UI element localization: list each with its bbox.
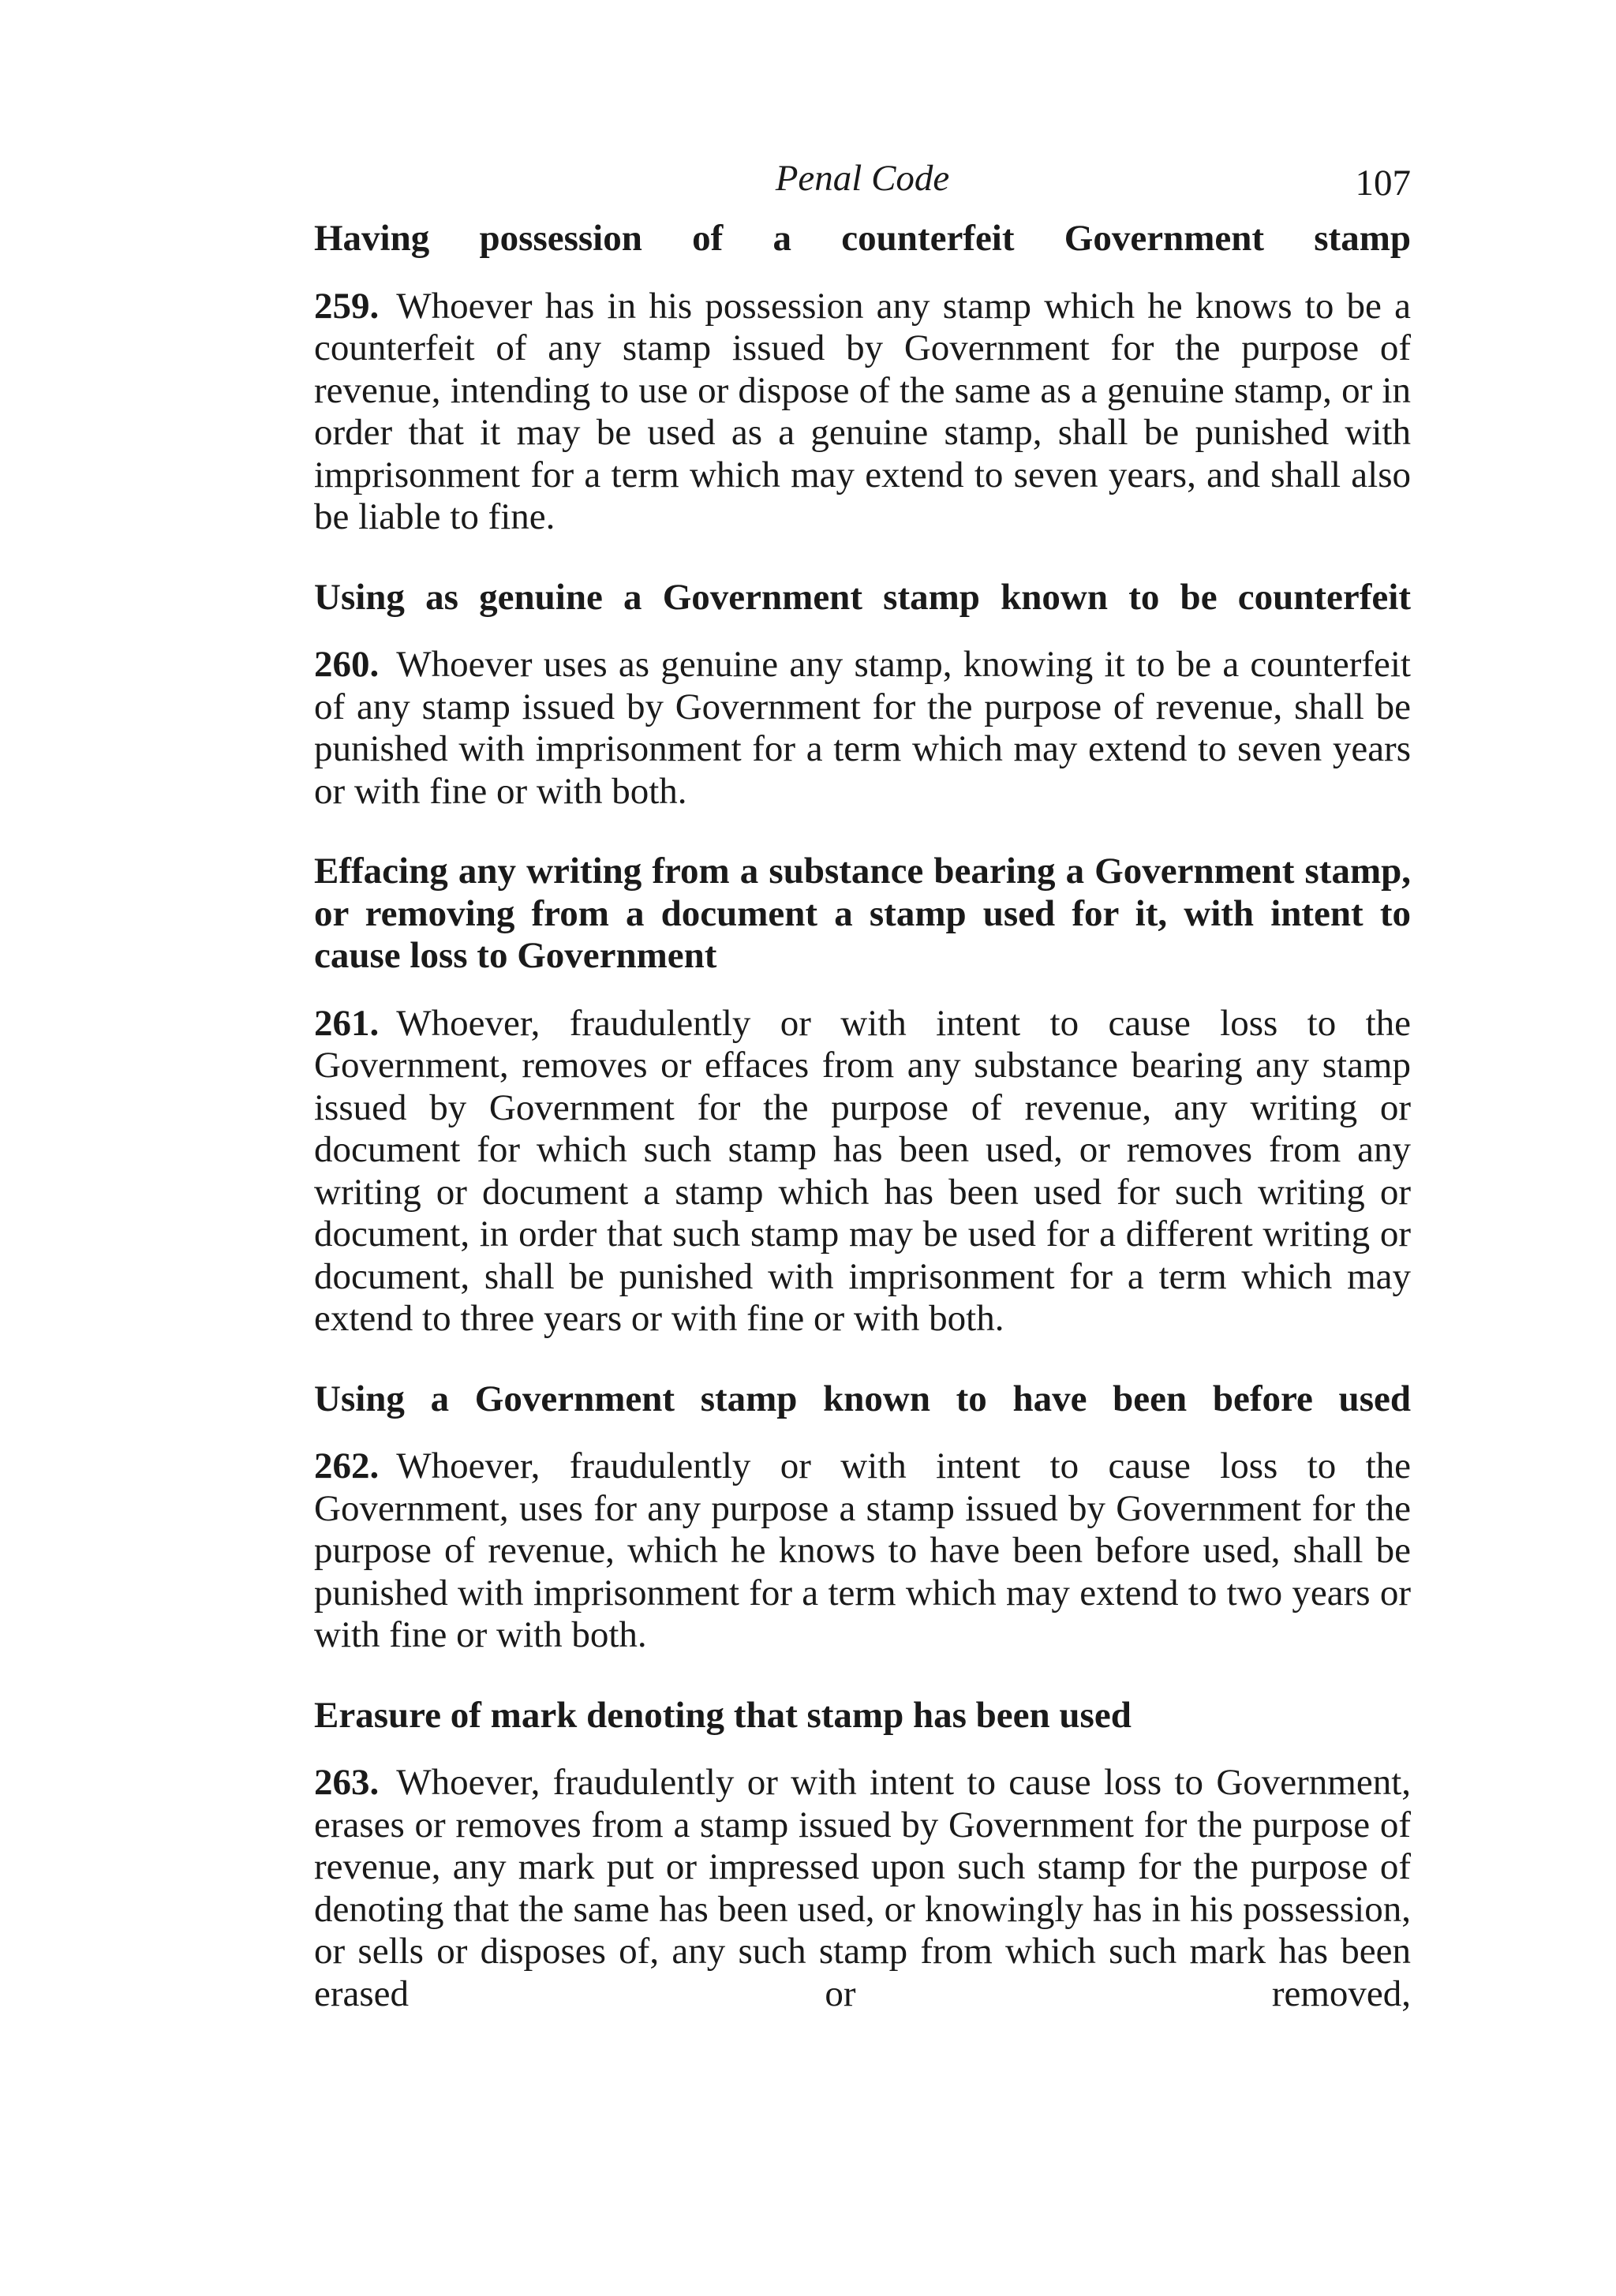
section-259 — [314, 218, 1411, 539]
running-title: Penal Code — [775, 158, 950, 199]
section-body — [314, 644, 1411, 813]
section-number: 263. — [314, 1762, 380, 1803]
section-text: Whoever has in his possession any stamp which he knows to be a counterfeit of any stamp issued by Government for the purpose of revenue, intending to use or dispose of the same as a genuine stamp, or in order that it may be used as a genuine stamp, shall be punished with imprisonment for a term which may extend to seven years, and shall also be liable to fine. — [314, 285, 1411, 537]
document-page — [314, 155, 1411, 2015]
section-text: Whoever, fraudulently or with intent to cause loss to Government, erases or removes from a stamp issued by Government for the purpose of revenue, any mark put or impressed upon such stamp for the purpose of denoting that the same has been used, or knowingly has in his possession, or sells or disposes of, any such stamp from which such mark has been erased or removed, — [314, 1762, 1411, 2014]
section-body — [314, 1003, 1411, 1341]
section-261 — [314, 851, 1411, 1341]
section-number: 259. — [314, 285, 380, 327]
section-number: 262. — [314, 1445, 380, 1486]
section-263 — [314, 1695, 1411, 2016]
section-number: 260. — [314, 644, 380, 685]
section-heading: Having possession of a counterfeit Government stamp — [314, 218, 1411, 259]
section-262 — [314, 1378, 1411, 1657]
section-text: Whoever uses as genuine any stamp, knowing it to be a counterfeit of any stamp issued by Government for the purpose of revenue, shall be punished with imprisonment for a term which may extend to seven years or with fine or with both. — [314, 644, 1411, 812]
section-heading: Erasure of mark denoting that stamp has been used — [314, 1694, 1132, 1736]
section-text: Whoever, fraudulently or with intent to cause loss to the Government, uses for any purpose a stamp issued by Government for the purpose of revenue, which he knows to have been before used, shall be punished with imprisonment for a term which may extend to two years or with fine or with both. — [314, 1445, 1411, 1655]
section-body — [314, 1445, 1411, 1657]
section-heading: Effacing any writing from a substance bearing a Government stamp, or removing from a document a stamp used for it, with intent to cause loss to Government — [314, 851, 1411, 976]
section-body — [314, 286, 1411, 539]
section-body — [314, 1762, 1411, 2015]
running-header — [314, 155, 1411, 218]
section-heading: Using as genuine a Government stamp known to be counterfeit — [314, 576, 1411, 618]
section-number: 261. — [314, 1002, 380, 1044]
section-heading: Using a Government stamp known to have been before used — [314, 1378, 1411, 1419]
page-number: 107 — [1355, 163, 1411, 204]
section-260 — [314, 577, 1411, 813]
section-text: Whoever, fraudulently or with intent to cause loss to the Government, removes or effaces from any substance bearing any stamp issued by Government for the purpose of revenue, any writing or document for which such stamp has been used, or removes from any writing or document a stamp which has been used for such writing or document, in order that such stamp may be used for a different writing or document, shall be punished with imprisonment for a term which may extend to three years or with fine or with both. — [314, 1002, 1411, 1339]
